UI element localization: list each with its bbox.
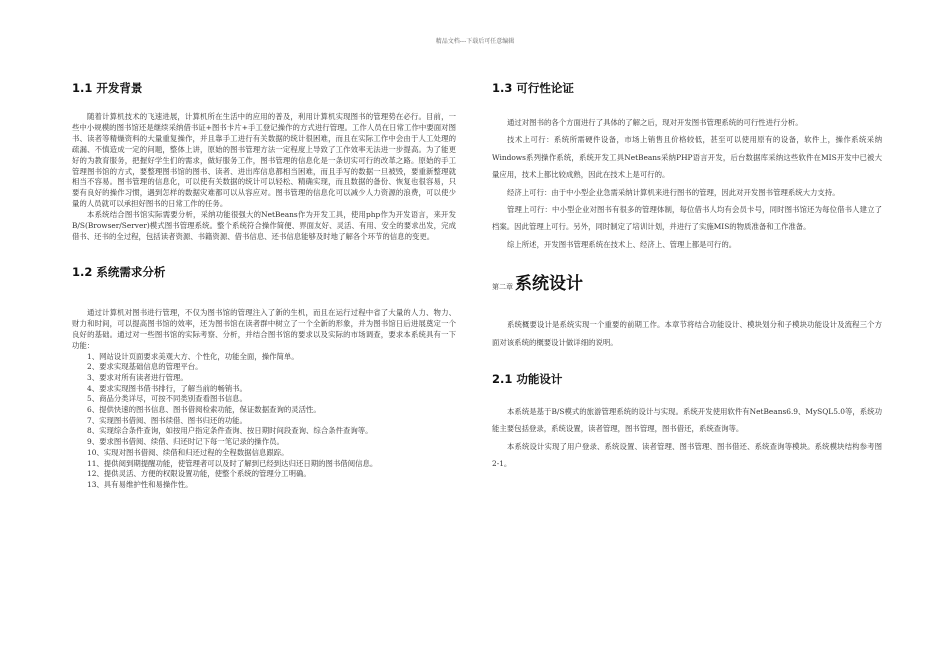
chapter-number: 第二章 [492, 283, 513, 292]
paragraph-background: 随着计算机技术的飞速进展，计算机所在生活中的应用的普及，利用计算机实现图书的管理势在必行。目前，一些中小规模的图书馆还是继续采纳借书证+图书卡片+手工登记操作的方式进行管理。工作人员在日常工作中要面对图书、读者等精燥资料的大量重复操作，并且靠手工进行有关数据的统计很困难，而且在实际工作中会由于人工处理的疏漏、不慎造成一定的问题，整体上讲，原始的图书管理方法一定程度上导致了工作效率无法进一步提高。为了能更好的为教育服务，把握好学生们的需求，做好服务工作，图书管理的信息化是一条切实可行的改革之路。原始的手工管理图书馆的方式，要整理图书馆的图书、读者、进出库信息都相当困难，而且手写的数据一旦被毁，要重新整理就相当不容易。图书管理的信息化，可以使有关数据的统计可以轻松、精确实现，而且数据的备份、恢复也很容易，只要有良好的操作习惯，遇到怎样的数据灾难都可以从容应对。图书管理的信息化可以减少人力资源的浪费，可以使少量的人员就可以承担好图书的日常工作的任务。 [72, 112, 456, 209]
section-title-1-3: 1.3 可行性论证 [492, 81, 574, 95]
paragraph-requirements-intro: 通过计算机对图书进行管理，不仅为图书馆的管理注入了新的生机，而且在运行过程中省了大量的人力、物力、财力和时间，可以提高图书馆的效率，还为图书馆在读者群中树立了一个全新的形象，并为图书馆日后进展奠定一个良好的基础。通过对一些图书馆的实际考察、分析，并结合图书馆的要求以及实际的市场调查，要求本系统具有一下功能： [72, 307, 456, 350]
paragraph-system-summary: 本系统结合图书馆实际需要分析，采纳功能很强大的NetBeans作为开发工具，使用php作为开发语言，来开发B/S(Browser/Server)模式图书管理系统。整个系统符合操作简便、界面友好、灵活、有用、安全的要求出发，完成借书、还书的全过程，包括读者资源、书籍资源、借书信息、还书信息能够及时地了解各个环节的信息的变更。 [72, 210, 456, 241]
list-item: 12、提供灵活、方便的权限设置功能，使整个系统的管理分工明确。 [87, 469, 311, 479]
list-item: 10、实现对图书借阅、续借和归还过程的全程数据信息跟踪。 [87, 447, 289, 457]
list-item: 7、实现图书借阅、图书续借、图书归还的功能。 [87, 415, 247, 425]
list-item: 1、网站设计页面要求美观大方、个性化，功能全面，操作简单。 [87, 351, 299, 361]
paragraph-feasibility-intro: 通过对图书的各个方面进行了具体的了解之后，现对开发图书管理系统的可行性进行分析。 [507, 118, 803, 127]
list-item: 8、实现综合条件查询，如按用户指定条件查询、按日期时间段查询、综合条件查询等。 [87, 426, 373, 436]
chapter-heading [492, 269, 882, 294]
header-note: 精品文档---下载后可任意编辑 [435, 38, 515, 45]
paragraph-technical-feasibility: 技术上可行：系统所需硬件设备，市场上销售且价格较低，甚至可以使用原有的设备，软件上，操作系统采纳Windows系列操作系统，系统开发工具NetBeans采纳PHP语言开发，后台数据库采纳这些软件在MIS开发中已被大量应用，技术上都比较成熟，因此在技术上是可行的。 [492, 135, 882, 180]
requirements-list [72, 352, 456, 491]
chapter-title: 系统设计 [515, 274, 583, 295]
section-title-1-2: 1.2 系统需求分析 [72, 264, 166, 279]
list-item: 5、商品分类详尽，可按不同类别查看图书信息。 [87, 394, 247, 404]
paragraph-economic-feasibility: 经济上可行：由于中小型企业急需采纳计算机来进行图书的管理，因此对开发图书管理系统大力支持。 [507, 187, 840, 197]
section-title-1-1: 1.1 开发背景 [72, 81, 143, 95]
list-item: 11、提供阅到期提醒功能，使管理者可以及时了解到已经到达归还日期的图书借阅信息。 [87, 458, 378, 468]
paragraph-management-feasibility: 管理上可行：中小型企业对图书有很多的管理体制，每位借书人均有会员卡号，同时图书馆还为每位借书人建立了档案。因此管理上可行。另外，同时制定了培训计划，并进行了实施MIS的物质准备和工作准备。 [492, 205, 882, 232]
paragraph-function-design: 本系统是基于B/S模式的旅游管理系统的设计与实现。系统开发使用软件有NetBeans6.9、MySQL5.0等，系统功能主要包括登录，系统设置，读者管理，图书管理，图书借还，系统查询等。 [492, 407, 882, 434]
list-item: 2、要求实现基础信息的管理平台。 [87, 362, 203, 372]
list-item: 4、要求实现图书借书排行，了解当前的畅销书。 [87, 383, 247, 393]
paragraph-modules: 本系统设计实现了用户登录、系统设置、读者管理、图书管理、图书借还、系统查询等模块。系统模块结构参考图2-1。 [492, 441, 882, 469]
left-column [72, 72, 456, 491]
paragraph-feasibility-summary: 综上所述，开发图书管理系统在技术上、经济上、管理上都是可行的。 [507, 239, 737, 249]
list-item: 9、要求图书借阅、续借、归还时记下每一笔记录的操作员。 [87, 437, 284, 447]
list-item: 3、要求对所有读者进行管理。 [87, 372, 188, 382]
section-title-2-1: 2.1 功能设计 [492, 372, 563, 387]
right-column [492, 72, 882, 473]
paragraph-chapter-intro: 系统概要设计是系统实现一个重要的前期工作。本章节将结合功能设计、模块划分和子模块功能设计及流程三个方面对该系统的概要设计做详细的说明。 [492, 320, 882, 347]
list-item: 6、提供快速的图书信息、图书借阅检索功能，保证数据查询的灵活性。 [87, 405, 321, 415]
list-item: 13、具有易维护性和易操作性。 [87, 479, 193, 489]
